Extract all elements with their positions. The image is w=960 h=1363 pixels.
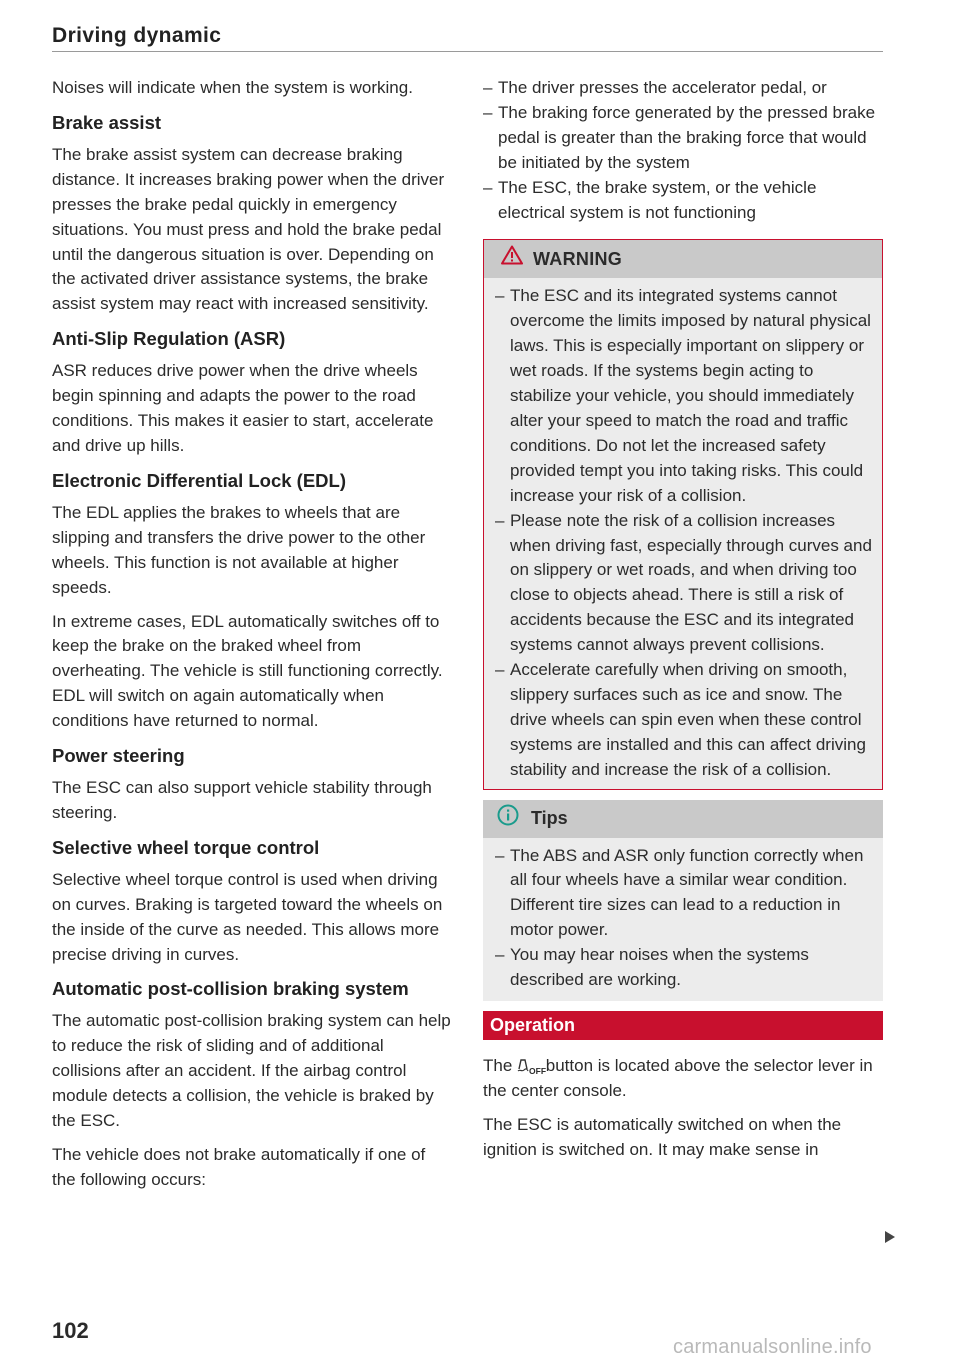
paragraph-asr: ASR reduces drive power when the drive wheels begin spinning and adapts the power to the road conditions. This makes it easier to start, accelerate and drive up hills. [52, 361, 434, 455]
tips-list [495, 844, 873, 993]
header-divider [52, 51, 883, 52]
tips-label: Tips [531, 808, 568, 829]
list-item: – Accelerate carefully when driving on smooth, slippery surfaces such as ice and snow. The drive wheels can spin even when these control systems are installed and this can affect driving stability and increase the risk of a collision. [495, 658, 872, 783]
paragraph-power-steering: The ESC can also support vehicle stability through steering. [52, 778, 432, 822]
list-item: – The ABS and ASR only function correctly when all four wheels have a similar wear condition. Different tire sizes can lead to a reduction in motor power. [495, 844, 873, 944]
continue-arrow-icon [885, 1231, 895, 1243]
paragraph-edl-1: The EDL applies the brakes to wheels that are slipping and transfers the drive power to the other wheels. This function is not available at higher speeds. [52, 502, 426, 597]
paragraph-noises: Noises will indicate when the system is working. [52, 78, 413, 97]
list-item: – The ESC, the brake system, or the vehicle electrical system is not functioning [483, 176, 883, 226]
list-item: – The driver presses the accelerator pedal, or [483, 76, 883, 101]
heading-edl: Electronic Differential Lock (EDL) [52, 469, 346, 491]
list-item: – Please note the risk of a collision increases when driving fast, especially through curves and on slippery or wet roads, and when driving too close to objects ahead. There is still a risk of accidents because the ESC and its integrated systems cannot always prevent collisions. [495, 509, 872, 658]
warning-list [495, 284, 872, 782]
right-column [483, 76, 883, 1172]
heading-brake-assist: Brake assist [52, 111, 162, 133]
page-section-title: Driving dynamic [52, 24, 222, 47]
heading-wheel-torque: Selective wheel torque control [52, 836, 320, 858]
tips-header [483, 800, 883, 838]
tips-box [483, 800, 883, 1001]
esc-off-icon [517, 1057, 547, 1076]
list-item: – You may hear noises when the systems described are working. [495, 943, 873, 993]
paragraph-wheel-torque: Selective wheel torque control is used when driving on curves. Braking is targeted toward the wheels on the inside of the curve as needed. This allows more precise driving in curves. [52, 869, 443, 964]
operation-text-before: The [483, 1056, 513, 1075]
warning-triangle-icon [501, 245, 523, 273]
warning-box [483, 239, 883, 789]
warning-label: WARNING [533, 248, 623, 269]
watermark: carmanualsonline.info [673, 1336, 872, 1358]
heading-power-steering: Power steering [52, 745, 185, 767]
paragraph-edl-2: In extreme cases, EDL automatically switches off to keep the brake on the braked wheel from overheating. The vehicle is still functioning correctly. EDL will switch on again automatically when conditions have returned to normal. [52, 611, 443, 731]
warning-body [484, 278, 882, 788]
conditions-list [483, 76, 883, 225]
left-column [52, 76, 452, 1202]
page-number: 102 [52, 1318, 89, 1343]
heading-post-collision: Automatic post-collision braking system [52, 978, 409, 1000]
operation-heading [483, 1011, 883, 1040]
operation-title: Operation [490, 1015, 576, 1036]
list-item: – The ESC and its integrated systems cannot overcome the limits imposed by natural physical laws. This is especially important on slippery or wet roads. If the systems begin acting to stabilize your vehicle, you should immediately alter your speed to match the road and traffic conditions. Do not let the increased safety provided tempt you into taking risks. This could increase your risk of a collision. [495, 284, 872, 508]
paragraph-not-brake: The vehicle does not brake automatically if one of the following occurs: [52, 1145, 426, 1189]
heading-asr: Anti-Slip Regulation (ASR) [52, 328, 286, 350]
paragraph-operation-2: The ESC is automatically switched on when the ignition is switched on. It may make sense in [483, 1114, 842, 1159]
tips-body [483, 838, 883, 1001]
paragraph-brake-assist: The brake assist system can decrease braking distance. It increases braking power when the driver presses the brake pedal quickly in emergency situations. You must press and hold the brake pedal until the dangerous situation is over. Depending on the activated driver assistance systems, the brake assist system may react with increased sensitivity. [52, 144, 445, 314]
paragraph-post-collision: The automatic post-collision braking system can help to reduce the risk of sliding and of additional collisions after an accident. If the airbag control module detects a collision, the vehicle is braked by the ESC. [52, 1011, 451, 1131]
list-item: – The braking force generated by the pressed brake pedal is greater than the braking force that would be initiated by the system [483, 101, 883, 176]
paragraph-operation-1 [483, 1054, 883, 1104]
info-circle-icon [497, 804, 519, 834]
operation-text-after: button is located above the selector lever in the center console. [483, 1056, 873, 1100]
esc-off-icon-text: OFF [529, 1066, 547, 1076]
warning-header [484, 240, 882, 278]
